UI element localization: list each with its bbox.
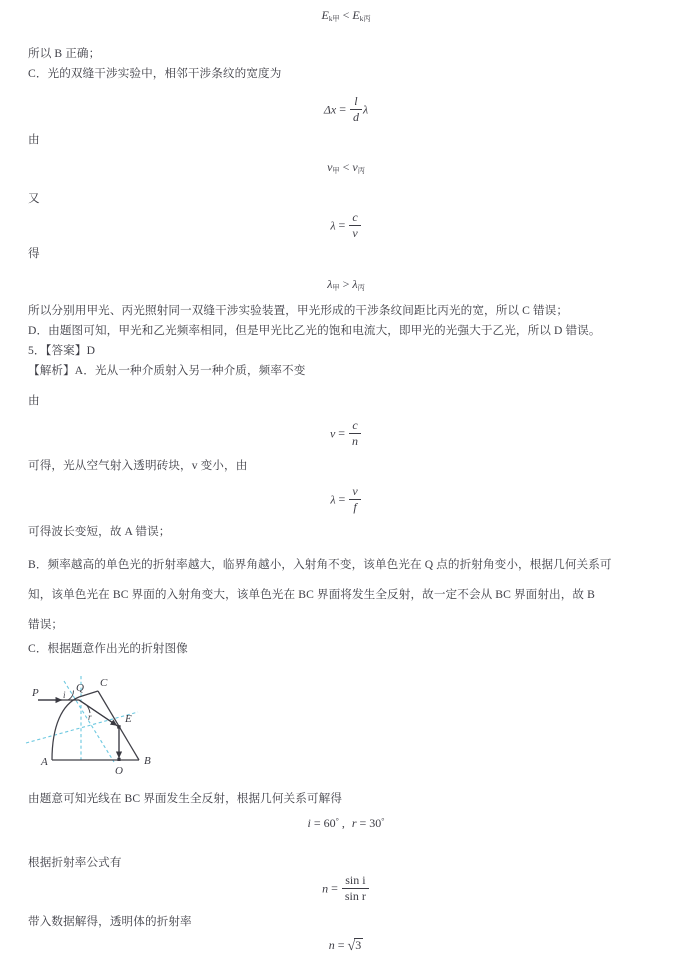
figure-label-e: E (125, 713, 132, 725)
formula-dx-tail: λ (362, 102, 369, 117)
formula-dx-num: l (354, 94, 358, 109)
formula-lamvf-fraction (349, 484, 360, 515)
text-refraction-formula-intro: 根据折射率公式有 (28, 856, 122, 869)
formula-lamvf-num: v (352, 484, 358, 499)
text-q5-answer: 5．【答案】D (28, 344, 96, 357)
formula-angle-r-unit: ° (381, 816, 385, 826)
formula-v-lhs: v (329, 426, 336, 441)
figure-label-a: A (41, 756, 48, 768)
text-substitute-data: 带入数据解得，透明体的折射率 (28, 915, 192, 928)
text-option-b-line1: B．频率越高的单色光的折射率越大，临界角越小，入射角不变，该单色光在 Q 点的折射角变小，根据几何关系可 (28, 558, 612, 571)
figure-label-c: C (100, 677, 108, 689)
formula-dx-fraction (350, 94, 362, 125)
formula-lamcmp-rhs-var: λ (352, 277, 358, 291)
text-option-b-line3: 错误； (28, 618, 64, 631)
formula-ek-op: < (342, 8, 350, 22)
figure-label-b: B (144, 755, 151, 767)
text-option-c-figure-intro: C．根据题意作出光的折射图像 (28, 642, 188, 655)
figure-label-p: P (32, 687, 39, 699)
formula-wavelength-compare (0, 277, 692, 292)
formula-ek-rhs-var: E (352, 8, 360, 22)
text-option-b-line2: 知，该单色光在 BC 界面的入射角变大，该单色光在 BC 界面将发生全反射，故一定不会从 BC 界面射出，故 B (28, 588, 595, 601)
formula-lambda-op: = (338, 218, 346, 233)
text-b-correct: 所以 B 正确； (28, 47, 101, 60)
formula-nval-op: = (337, 938, 345, 952)
formula-lamvf-op: = (338, 492, 346, 507)
arc-aq-curved-face (52, 697, 79, 760)
formula-lamvf-lhs: λ (330, 492, 336, 507)
formula-nu-lhs-sub: 甲 (332, 167, 340, 176)
connector-again: 又 (28, 192, 40, 205)
formula-ek-lhs-sub: k甲 (328, 15, 340, 24)
point-e-marker (117, 725, 120, 728)
formula-angle-r-label: r (351, 816, 357, 830)
formula-nu-rhs-sub: 丙 (357, 167, 365, 176)
formula-wavelength-v-over-f (0, 485, 692, 516)
text-c-conclusion: 所以分别用甲光、丙光照射同一双缝干涉实验装置，甲光形成的干涉条纹间距比丙光的宽，所以 C 错误； (28, 304, 569, 317)
formula-n-equals-sqrt3 (0, 938, 692, 953)
formula-v-num: c (352, 418, 358, 433)
formula-lamcmp-op: > (342, 277, 350, 291)
figure-label-angle-i: i (63, 690, 66, 700)
formula-refractive-index (0, 874, 692, 905)
formula-angle-i-label: i (307, 816, 311, 830)
formula-nval-sqrt (348, 938, 364, 953)
refraction-ray-diagram (22, 668, 282, 780)
normal-at-e-dashed-line (26, 712, 138, 743)
figure-label-q: Q (76, 682, 84, 694)
formula-angles (0, 816, 692, 831)
formula-dx-lhs: Δx (323, 102, 337, 117)
formula-angle-i-op: = (313, 816, 321, 830)
formula-lambda-den: ν (352, 226, 358, 241)
text-after-speed: 可得，光从空气射入透明砖块，v 变小，由 (28, 459, 248, 472)
formula-ek-rhs-sub: k丙 (359, 15, 371, 24)
formula-fringe-width (0, 95, 692, 126)
formula-v-fraction (349, 418, 361, 449)
text-wavelength-shorter: 可得波长变短，故 A 错误； (28, 525, 171, 538)
formula-snell-op: = (331, 881, 338, 896)
formula-lamcmp-lhs-var: λ (327, 277, 333, 291)
text-q5-analysis-a: 【解析】A．光从一种介质射入另一种介质，频率不变 (28, 364, 306, 377)
formula-lamcmp-rhs-sub: 丙 (357, 284, 365, 293)
connector-de: 得 (28, 247, 40, 260)
solid-geometry-group (52, 691, 139, 760)
formula-angle-i-unit: ° (335, 816, 339, 826)
formula-wavelength-c-over-nu (0, 211, 692, 242)
text-total-reflection: 由题意可知光线在 BC 界面发生全反射，根据几何关系可解得 (28, 792, 343, 805)
text-option-c: C．光的双缝干涉实验中，相邻干涉条纹的宽度为 (28, 67, 282, 80)
point-o-marker (117, 758, 120, 761)
formula-nval-radicand: 3 (355, 938, 362, 952)
formula-nval-lhs: n (328, 938, 335, 952)
formula-lambda-num: c (352, 210, 358, 225)
figure-label-angle-r: r (88, 712, 92, 722)
formula-snell-num: sin i (345, 873, 366, 888)
formula-v-op: = (338, 426, 346, 441)
formula-ek-lhs-var: E (321, 8, 329, 22)
formula-lamcmp-lhs-sub: 甲 (332, 284, 340, 293)
formula-frequency-compare (0, 160, 692, 175)
formula-lamvf-den: f (353, 500, 357, 515)
formula-speed-c-over-n (0, 419, 692, 450)
formula-lambda-lhs: λ (330, 218, 336, 233)
formula-nu-rhs-var: ν (352, 160, 358, 174)
formula-angle-r-value: 30 (369, 816, 382, 830)
formula-nu-lhs-var: ν (327, 160, 333, 174)
formula-kinetic-energy-compare (0, 8, 692, 23)
formula-nu-op: < (342, 160, 350, 174)
formula-snell-den: sin r (344, 889, 366, 904)
radical-icon: √ (347, 938, 356, 954)
formula-snell-fraction (342, 873, 369, 904)
formula-angle-r-op: = (359, 816, 367, 830)
formula-dx-den: d (352, 110, 359, 125)
formula-angle-separator: , (341, 816, 345, 830)
formula-lambda-fraction (349, 210, 360, 241)
connector-you-1: 由 (28, 133, 40, 146)
text-option-d: D．由题图可知，甲光和乙光频率相同，但是甲光比乙光的饱和电流大，即甲光的光强大于乙光，所以 D 错误。 (28, 324, 601, 337)
formula-angle-i-value: 60 (323, 816, 336, 830)
formula-snell-lhs: n (322, 881, 329, 896)
formula-dx-op: = (339, 102, 346, 117)
figure-label-o: O (115, 765, 123, 777)
formula-v-den: n (352, 434, 359, 449)
connector-you-2: 由 (28, 394, 40, 407)
